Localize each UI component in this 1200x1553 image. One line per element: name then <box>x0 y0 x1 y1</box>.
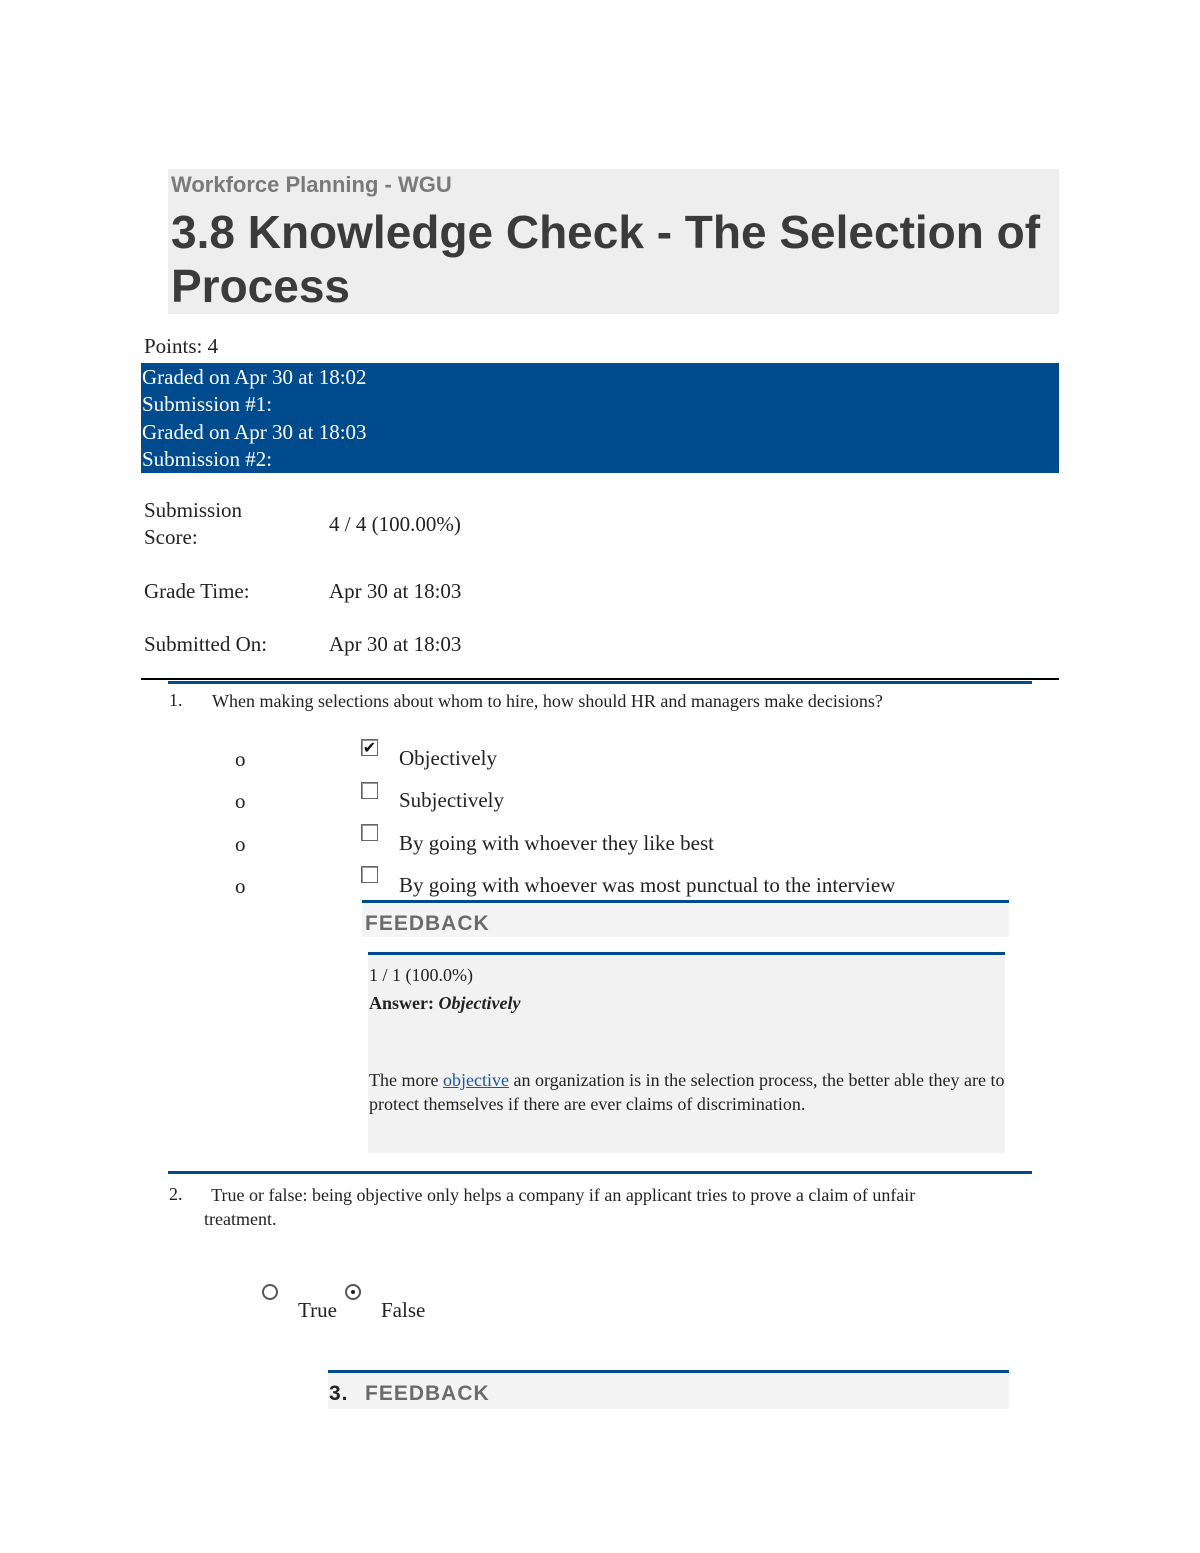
feedback-explanation <box>369 1068 1005 1116</box>
question-text: When making selections about whom to hire, how should HR and managers make decisions? <box>212 691 883 711</box>
radio-true[interactable] <box>262 1284 278 1300</box>
feedback-box <box>368 955 1005 1153</box>
radio-false[interactable] <box>345 1284 361 1300</box>
submitted-on-label: Submitted On: <box>144 632 268 656</box>
divider <box>168 1171 1032 1174</box>
feedback-heading: FEEDBACK <box>365 1382 490 1405</box>
course-name: Workforce Planning - WGU <box>171 172 452 197</box>
question-text-cont: treatment. <box>204 1209 277 1229</box>
option-checkbox[interactable] <box>361 824 378 841</box>
score-label-line1: Submission <box>144 498 243 522</box>
option-label[interactable]: By going with whoever was most punctual to the interview <box>399 873 896 897</box>
question-number: 3. <box>329 1382 349 1405</box>
score-label-line2: Score: <box>144 525 198 549</box>
submission-line[interactable]: Submission #2: <box>142 447 273 471</box>
answer-label: Answer: <box>369 993 434 1013</box>
option-checkbox[interactable] <box>361 866 378 883</box>
question-number: 1. <box>169 690 183 710</box>
checkmark-icon: ✔ <box>362 738 377 757</box>
option-label[interactable]: Subjectively <box>399 788 504 812</box>
option-label[interactable]: By going with whoever they like best <box>399 831 714 855</box>
grade-time-value: Apr 30 at 18:03 <box>329 579 462 603</box>
explanation-text: The more <box>369 1070 443 1090</box>
explanation-text: an organization is in the selection process, the better able they are to protect themselves if there are ever claims of discrimination. <box>369 1070 1005 1114</box>
points-label: Points: 4 <box>144 334 219 358</box>
list-bullet: o <box>235 747 246 771</box>
feedback-score: 1 / 1 (100.0%) <box>369 965 473 985</box>
submission-line: Graded on Apr 30 at 18:02 <box>142 365 367 389</box>
submission-line: Graded on Apr 30 at 18:03 <box>142 420 367 444</box>
answer-value: Objectively <box>438 993 521 1013</box>
question-text: True or false: being objective only helps a company if an applicant tries to prove a claim of unfair <box>207 1185 916 1205</box>
list-bullet: o <box>235 832 246 856</box>
score-value: 4 / 4 (100.00%) <box>329 512 461 536</box>
question-number: 2. <box>169 1184 183 1204</box>
divider <box>168 681 1032 684</box>
option-checkbox[interactable] <box>361 739 378 756</box>
list-bullet: o <box>235 789 246 813</box>
submitted-on-value: Apr 30 at 18:03 <box>329 632 462 656</box>
feedback-answer <box>369 991 520 1015</box>
radio-label-true[interactable]: True <box>298 1298 337 1322</box>
feedback-heading: FEEDBACK <box>365 912 490 935</box>
option-label[interactable]: Objectively <box>399 746 497 770</box>
objective-link[interactable]: objective <box>442 1070 509 1090</box>
submission-history-band <box>141 363 1059 473</box>
radio-selected-dot <box>351 1290 355 1294</box>
list-bullet: o <box>235 874 246 898</box>
submission-line[interactable]: Submission #1: <box>142 392 273 416</box>
page-title: 3.8 Knowledge Check - The Selection of Process <box>171 206 1041 312</box>
option-checkbox[interactable] <box>361 782 378 799</box>
radio-label-false[interactable]: False <box>381 1298 426 1322</box>
divider <box>141 678 1059 680</box>
grade-time-label: Grade Time: <box>144 579 250 603</box>
